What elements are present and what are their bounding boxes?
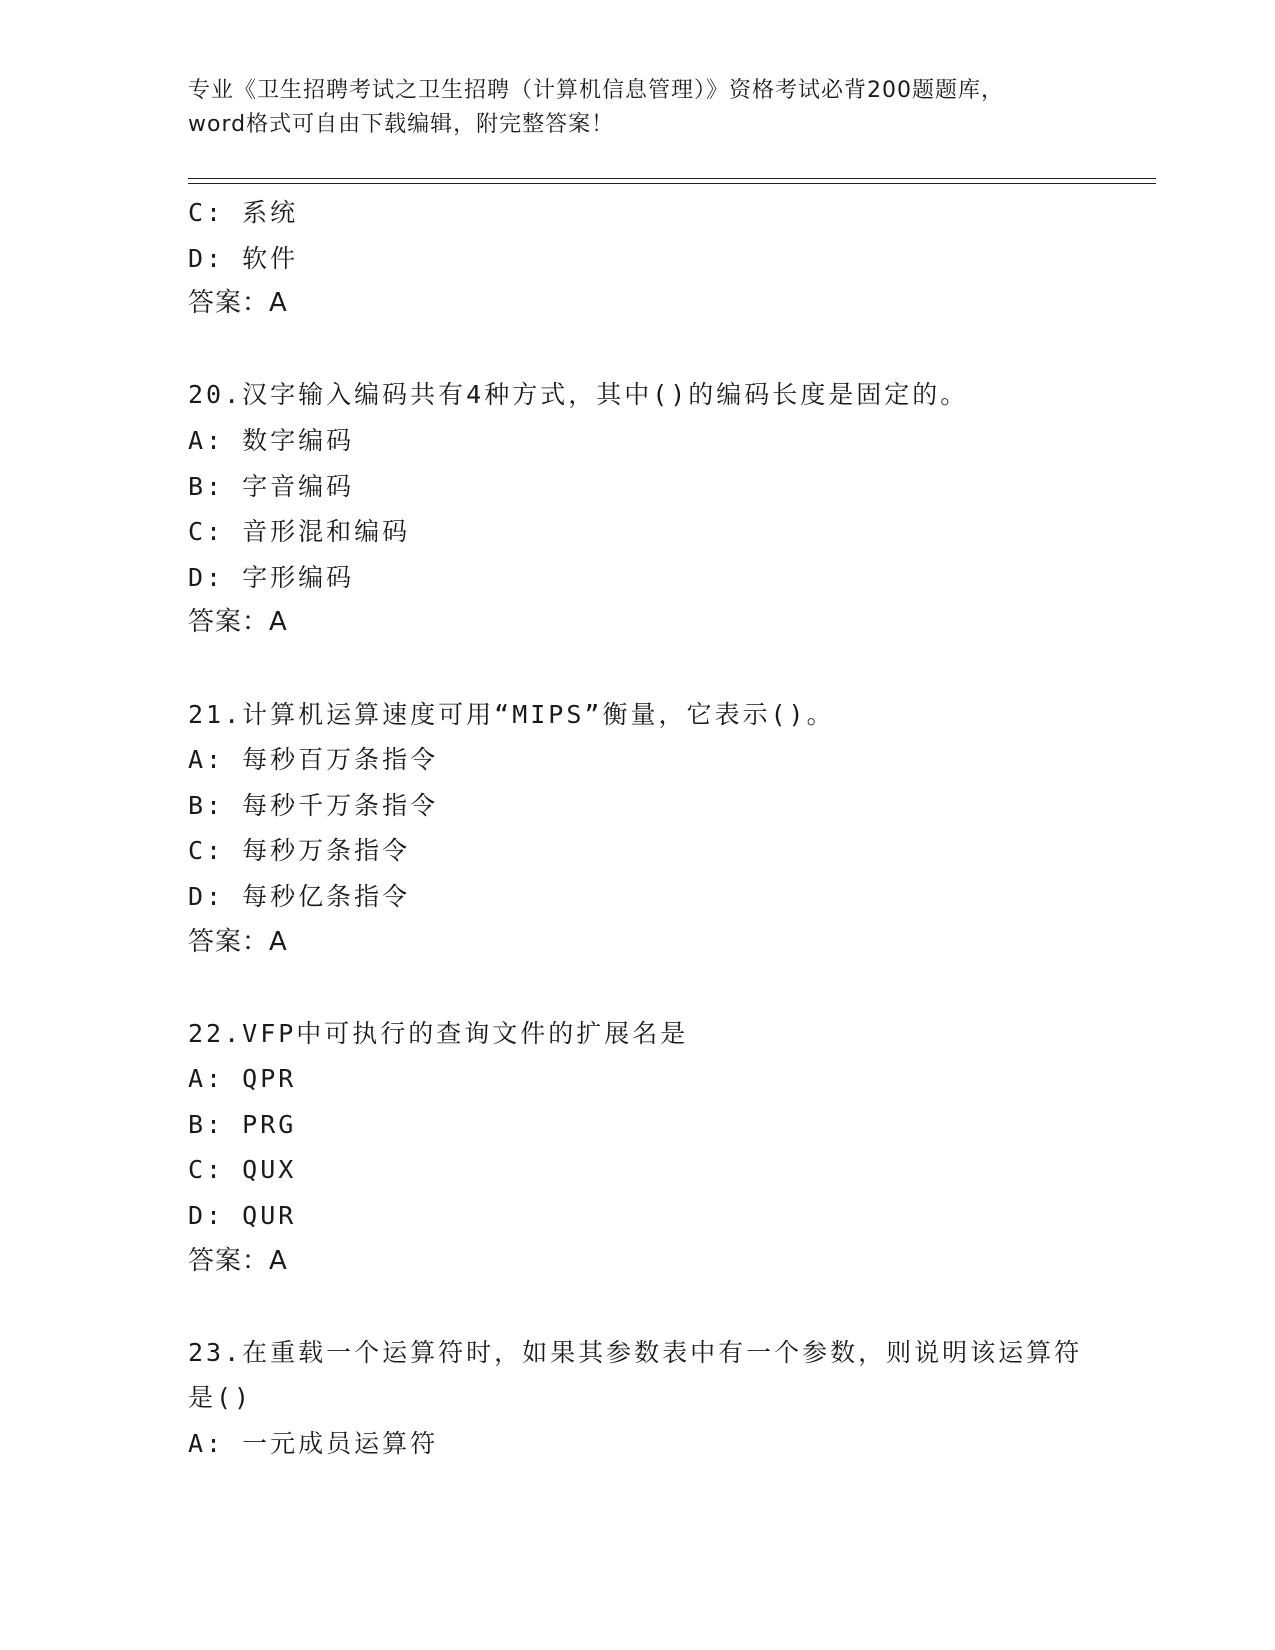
question-text: 20.汉字输入编码共有4种方式，其中()的编码长度是固定的。 xyxy=(188,380,969,410)
question-block-22 xyxy=(188,1011,1088,1285)
header-line-2: word格式可自由下载编辑，附完整答案！ xyxy=(188,112,615,137)
header-divider-bottom xyxy=(188,183,1156,184)
question-block-20 xyxy=(188,372,1088,646)
answer-line: 答案：A xyxy=(188,288,288,319)
option-a: A: 一元成员运算符 xyxy=(188,1429,439,1459)
spacer xyxy=(188,1284,1088,1330)
question-block-prev xyxy=(188,190,1088,327)
question-block-23 xyxy=(188,1330,1088,1467)
question-text: 23.在重载一个运算符时，如果其参数表中有一个参数，则说明该运算符是() xyxy=(188,1337,1083,1413)
spacer xyxy=(188,965,1088,1011)
option-c: C: 系统 xyxy=(188,198,299,227)
question-text: 22.VFP中可执行的查询文件的扩展名是 xyxy=(188,1018,689,1048)
option-d: D: QUR xyxy=(188,1201,297,1231)
option-b: B: 字音编码 xyxy=(188,471,355,501)
option-d: D: 软件 xyxy=(188,243,299,273)
spacer xyxy=(188,327,1088,373)
option-d: D: 每秒亿条指令 xyxy=(188,881,411,911)
option-c: C: 每秒万条指令 xyxy=(188,836,411,866)
question-text: 21.计算机运算速度可用“MIPS”衡量，它表示()。 xyxy=(188,699,835,729)
option-a: A: 每秒百万条指令 xyxy=(188,745,439,775)
option-c: C: 音形混和编码 xyxy=(188,517,411,547)
option-b: B: PRG xyxy=(188,1109,297,1139)
spacer xyxy=(188,646,1088,692)
answer-line: 答案：A xyxy=(188,926,288,957)
option-a: A: QPR xyxy=(188,1064,297,1094)
document-header xyxy=(188,74,1088,142)
answer-line: 答案：A xyxy=(188,607,288,638)
option-d: D: 字形编码 xyxy=(188,562,355,592)
question-list xyxy=(188,190,1088,1467)
header-divider-top xyxy=(188,178,1156,179)
answer-line: 答案：A xyxy=(188,1245,288,1276)
option-c: C: QUX xyxy=(188,1155,297,1185)
question-block-21 xyxy=(188,692,1088,966)
header-line-1: 专业《卫生招聘考试之卫生招聘（计算机信息管理）》资格考试必背200题题库， xyxy=(188,78,1004,103)
option-a: A: 数字编码 xyxy=(188,425,355,455)
option-b: B: 每秒千万条指令 xyxy=(188,790,439,820)
